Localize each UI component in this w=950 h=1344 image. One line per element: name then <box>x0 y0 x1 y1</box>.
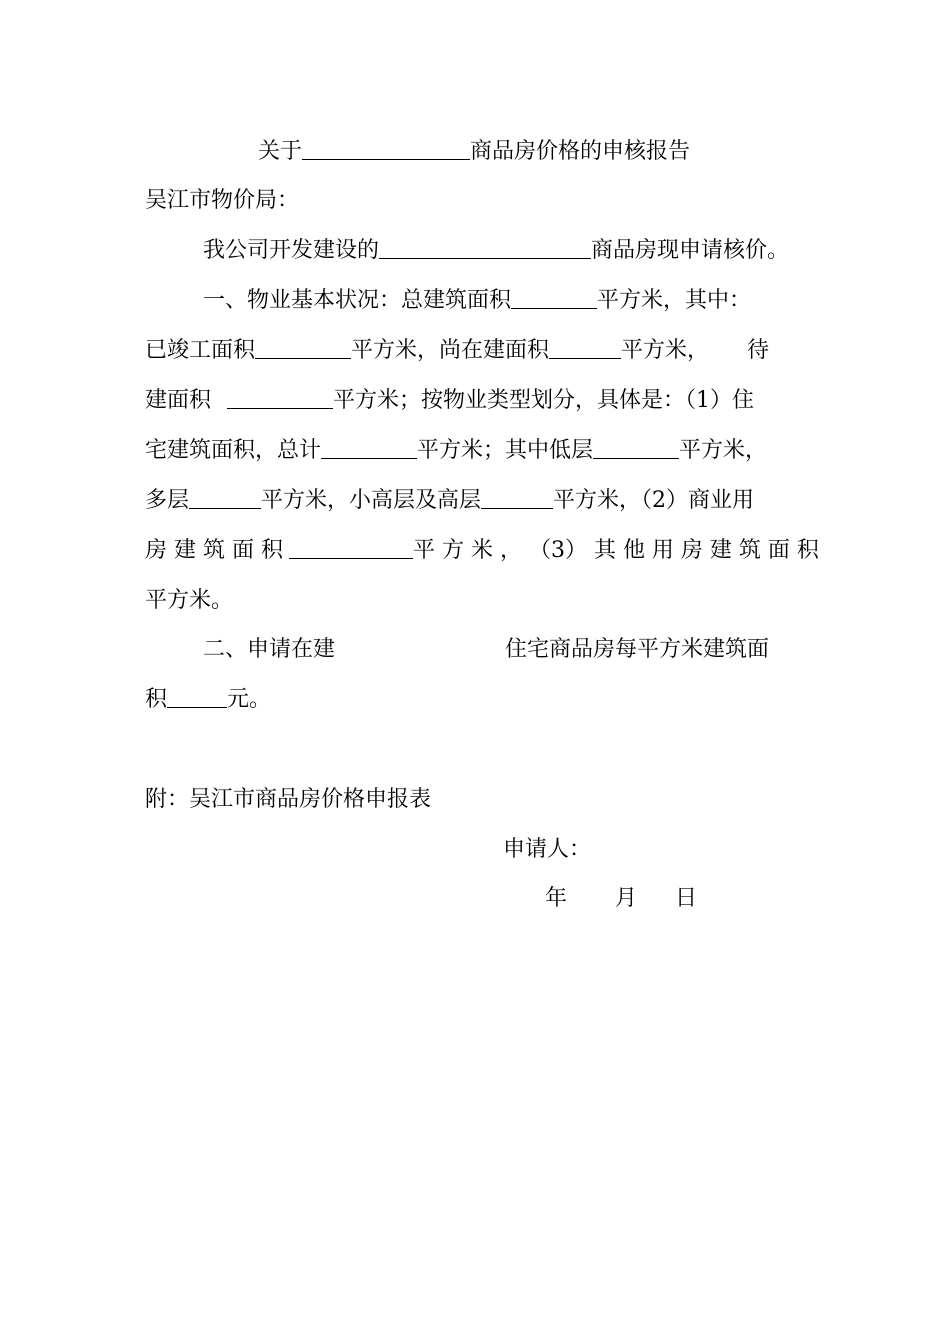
section1-line5: 多层 平方米，小高层及高层 平方米，（2）商业用 <box>145 488 755 513</box>
blank-under-construction-area <box>549 336 621 359</box>
date-day: 日 <box>675 886 698 911</box>
blank-development-name <box>379 236 591 259</box>
blank-high-rise-area <box>481 486 553 509</box>
section1-line3: 建面积 平方米；按物业类型划分，具体是：（1）住 <box>145 388 755 413</box>
applicant-label: 申请人： <box>503 837 592 862</box>
section1-line2: 已竣工面积 平方米，尚在建面积 平方米， 待 <box>145 338 770 363</box>
section2-line1: 二、申请在建 住宅商品房每平方米建筑面 <box>203 637 770 662</box>
section2-line2: 积 元。 <box>145 687 272 712</box>
blank-residential-area <box>321 436 417 459</box>
document-title: 关于 商品房价格的申核报告 <box>258 139 691 164</box>
blank-project-name <box>302 137 470 160</box>
date-month: 月 <box>615 886 638 911</box>
blank-total-area <box>511 286 597 309</box>
attachment-note: 附：吴江市商品房价格申报表 <box>145 787 432 812</box>
intro-paragraph: 我公司开发建设的 商品房现申请核价。 <box>203 238 790 263</box>
blank-commercial-area <box>289 536 413 559</box>
blank-multi-storey-area <box>189 486 261 509</box>
blank-pending-area <box>227 386 333 409</box>
blank-low-rise-area <box>593 436 679 459</box>
section1-line7: 平方米。 <box>145 588 234 613</box>
date-line <box>545 883 697 915</box>
date-year: 年 <box>545 886 568 911</box>
blank-unit-price <box>167 685 227 708</box>
addressee: 吴江市物价局： <box>145 188 300 213</box>
section1-line4: 宅建筑面积，总计 平方米；其中低层 平方米， <box>145 438 768 463</box>
blank-completed-area <box>255 336 351 359</box>
section1-line6: 房 建 筑 面 积 平 方 米 ， （3） 其 他 用 房 建 筑 面 积 <box>145 538 819 563</box>
section1-line1: 一、物业基本状况：总建筑面积 平方米，其中： <box>203 288 752 313</box>
